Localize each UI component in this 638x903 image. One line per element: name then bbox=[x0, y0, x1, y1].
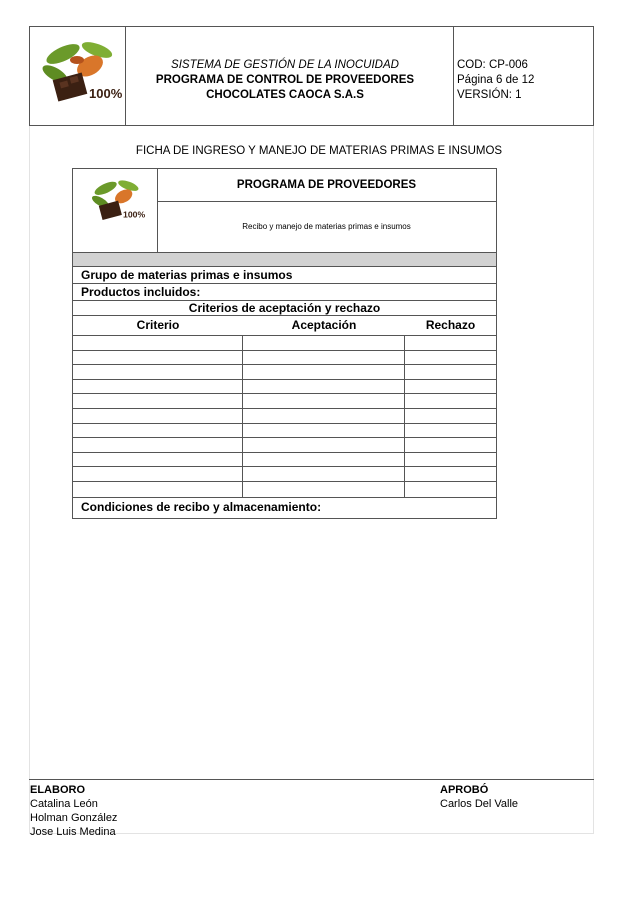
criterio-cell[interactable] bbox=[73, 351, 243, 365]
rechazo-cell[interactable] bbox=[405, 394, 496, 408]
criterio-cell[interactable] bbox=[73, 438, 243, 452]
products-label: Productos incluidos: bbox=[73, 284, 496, 301]
footer-approved-by bbox=[440, 783, 518, 811]
approved-by-name: Carlos Del Valle bbox=[440, 798, 519, 810]
criterio-cell[interactable] bbox=[73, 365, 243, 379]
document-control-block bbox=[457, 58, 587, 103]
column-header-rechazo: Rechazo bbox=[425, 318, 476, 332]
aceptacion-cell[interactable] bbox=[243, 336, 405, 350]
criteria-rows bbox=[73, 336, 496, 498]
table-row bbox=[73, 482, 496, 497]
page-number: Página 6 de 12 bbox=[457, 74, 535, 86]
aceptacion-cell[interactable] bbox=[243, 438, 405, 452]
rechazo-cell[interactable] bbox=[405, 482, 496, 497]
criterio-cell[interactable] bbox=[73, 424, 243, 438]
column-headers bbox=[73, 316, 496, 336]
table-row bbox=[73, 409, 496, 424]
aceptacion-cell[interactable] bbox=[243, 380, 405, 394]
program-title: PROGRAMA DE CONTROL DE PROVEEDORES bbox=[155, 74, 415, 86]
system-title: SISTEMA DE GESTIÓN DE LA INOCUIDAD bbox=[171, 59, 399, 71]
approved-by-title: APROBÓ bbox=[440, 784, 489, 796]
rechazo-cell[interactable] bbox=[405, 438, 496, 452]
criterio-cell[interactable] bbox=[73, 336, 243, 350]
rechazo-cell[interactable] bbox=[405, 380, 496, 394]
criteria-title: Criterios de aceptación y rechazo bbox=[73, 301, 496, 316]
criterio-cell[interactable] bbox=[73, 453, 243, 467]
table-logo-cell bbox=[73, 169, 158, 252]
table-row bbox=[73, 365, 496, 380]
column-header-aceptacion: Aceptación bbox=[291, 318, 357, 332]
table-row bbox=[73, 453, 496, 468]
criterio-cell[interactable] bbox=[73, 394, 243, 408]
criterio-cell[interactable] bbox=[73, 409, 243, 423]
header-divider bbox=[125, 27, 126, 125]
cacao-logo-icon bbox=[35, 34, 125, 109]
rechazo-cell[interactable] bbox=[405, 351, 496, 365]
criterio-cell[interactable] bbox=[73, 482, 243, 497]
aceptacion-cell[interactable] bbox=[243, 482, 405, 497]
aceptacion-cell[interactable] bbox=[243, 365, 405, 379]
rechazo-cell[interactable] bbox=[405, 365, 496, 379]
company-name: CHOCOLATES CAOCA S.A.S bbox=[206, 89, 364, 101]
header-divider bbox=[453, 27, 454, 125]
aceptacion-cell[interactable] bbox=[243, 453, 405, 467]
cacao-logo-icon bbox=[87, 175, 147, 225]
prepared-by-name: Holman González bbox=[30, 812, 118, 824]
aceptacion-cell[interactable] bbox=[243, 409, 405, 423]
header-title-block bbox=[140, 58, 430, 103]
criterio-cell[interactable] bbox=[73, 467, 243, 481]
table-row bbox=[73, 394, 496, 409]
rechazo-cell[interactable] bbox=[405, 453, 496, 467]
rechazo-cell[interactable] bbox=[405, 467, 496, 481]
aceptacion-cell[interactable] bbox=[243, 424, 405, 438]
aceptacion-cell[interactable] bbox=[243, 394, 405, 408]
prepared-by-title: ELABORO bbox=[30, 784, 85, 796]
company-logo bbox=[35, 34, 125, 114]
aceptacion-cell[interactable] bbox=[243, 467, 405, 481]
rechazo-cell[interactable] bbox=[405, 336, 496, 350]
document-version: VERSIÓN: 1 bbox=[457, 89, 522, 101]
table-row bbox=[73, 438, 496, 453]
aceptacion-cell[interactable] bbox=[243, 351, 405, 365]
table-row bbox=[73, 424, 496, 439]
table-row bbox=[73, 336, 496, 351]
group-label: Grupo de materias primas e insumos bbox=[73, 267, 496, 284]
prepared-by-name: Catalina León bbox=[30, 798, 98, 810]
conditions-label: Condiciones de recibo y almacenamiento: bbox=[81, 499, 322, 514]
table-row bbox=[73, 380, 496, 395]
table-program-title: PROGRAMA DE PROVEEDORES bbox=[157, 169, 496, 202]
form-title: FICHA DE INGRESO Y MANEJO DE MATERIAS PRIMAS E INSUMOS bbox=[135, 145, 503, 157]
rechazo-cell[interactable] bbox=[405, 424, 496, 438]
prepared-by-name: Jose Luis Medina bbox=[30, 826, 116, 838]
supplier-form-table bbox=[72, 168, 497, 519]
logo-text: 100% bbox=[123, 209, 146, 220]
table-header bbox=[73, 169, 496, 253]
gray-band bbox=[73, 253, 496, 267]
footer-divider bbox=[29, 779, 594, 780]
table-row bbox=[73, 467, 496, 482]
column-header-criterio: Criterio bbox=[136, 318, 180, 332]
rechazo-cell[interactable] bbox=[405, 409, 496, 423]
table-subtitle: Recibo y manejo de materias primas e insumos bbox=[242, 222, 411, 231]
footer-prepared-by bbox=[30, 783, 117, 839]
criterio-cell[interactable] bbox=[73, 380, 243, 394]
table-row bbox=[73, 351, 496, 366]
logo-text: 100% bbox=[89, 86, 123, 101]
document-code: COD: CP-006 bbox=[457, 59, 528, 71]
